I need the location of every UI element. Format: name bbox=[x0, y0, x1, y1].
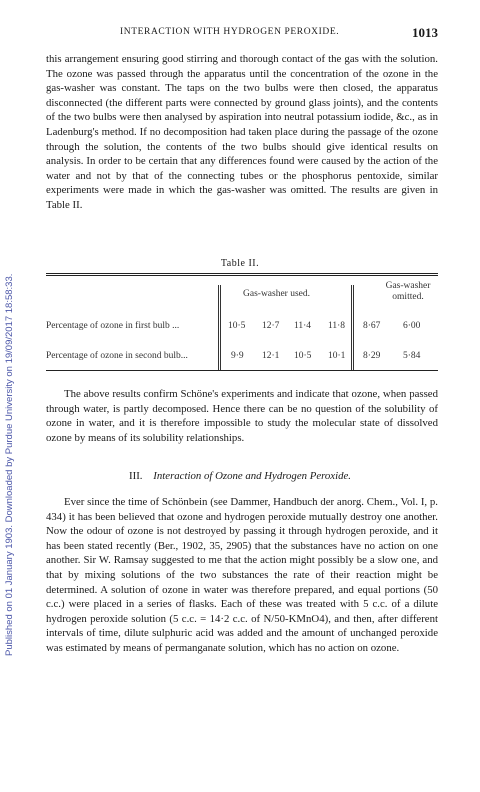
value-cell: 8·29 bbox=[363, 351, 381, 361]
table-divider bbox=[351, 285, 352, 370]
value-cell: 9·9 bbox=[231, 351, 244, 361]
group-header-used: Gas-washer used. bbox=[243, 289, 311, 299]
running-title: INTERACTION WITH HYDROGEN PEROXIDE. bbox=[120, 27, 340, 37]
section-heading bbox=[0, 470, 480, 482]
download-watermark bbox=[3, 96, 17, 656]
section-title: Interaction of Ozone and Hydrogen Peroxide. bbox=[153, 470, 351, 482]
value-cell: 10·1 bbox=[328, 351, 346, 361]
table-title: Table II. bbox=[220, 258, 260, 269]
value-cell: 5·84 bbox=[403, 351, 421, 361]
value-cell: 10·5 bbox=[228, 321, 246, 331]
value-cell: 10·5 bbox=[294, 351, 312, 361]
table-divider bbox=[353, 285, 354, 370]
paragraph-1: this arrangement ensuring good stirring and thorough contact of the gas with the solution. The ozone was passed through the apparatus until the concentration of the ozone in the gas-washer was constant. The taps on the two bulbs were then closed, the apparatus disconnected (the different parts were connected by ground glass joints), and the contents of the two bulbs were then analysed by aspiration into neutral potassium iodide, &c., as in Ladenburg's method. If no decomposition had taken place during the passage of the ozone through the solution, the contents of the two bulbs should give identical results on analysis. In order to be certain that any differences found were caused by the action of the water and not by that of the connecting tubes or the phosphorus pentoxide, similar experiments were made in which the gas-washer was omitted. The results are given in Table II. bbox=[46, 53, 438, 211]
paragraph-2: The above results confirm Schöne's experiments and indicate that ozone, when passed through water, is partly decomposed. Hence there can be no question of the solubility of ozone in water, and it is therefore impossible to study the molecular state of dissolved ozone by means of its solubility relationships. bbox=[46, 388, 438, 444]
table-top-rule bbox=[46, 273, 438, 274]
value-cell: 8·67 bbox=[363, 321, 381, 331]
value-cell: 11·4 bbox=[294, 321, 312, 331]
table-divider bbox=[218, 285, 219, 370]
table-top-rule-2 bbox=[46, 275, 438, 276]
paragraph-3: Ever since the time of Schönbein (see Dammer, Handbuch der anorg. Chem., Vol. I, p. 434) it has been believed that ozone and hydrogen peroxide mutually destroy one another. Now the odour of ozone is not destroyed by passing it through hydrogen peroxide, and it has been stated recently (Ber., 1902, 35, 2905) that the substances have no action on one another. Sir W. Ramsay suggested to me that the action might possibly be a slow one, and that by mixing solutions of the two substances the rate of their reaction might be determined. A solution of ozone in water was therefore prepared, and equal portions (50 c.c.) were placed in a series of flasks. Each of these was treated with 5 c.c. of a dilute hydrogen peroxide solution (5 c.c. = 14·2 c.c. of N/50-KMnO4), and then, after different intervals of time, dilute sulphuric acid was added and the amount of unchanged peroxide was estimated by means of permanganate solution, which has no action on ozone. bbox=[46, 496, 438, 654]
page-number: 1013 bbox=[412, 25, 438, 40]
table-bottom-rule bbox=[46, 370, 438, 371]
row-label-first-bulb: Percentage of ozone in first bulb ... bbox=[46, 321, 180, 331]
value-cell: 6·00 bbox=[403, 321, 421, 331]
table-divider bbox=[220, 285, 221, 370]
value-cell: 12·7 bbox=[262, 321, 280, 331]
download-note: Published on 01 January 1903. Downloaded by Purdue University on 19/09/2017 18:58:33. bbox=[4, 273, 15, 656]
group-header-omitted: Gas-washer omitted. bbox=[385, 281, 431, 302]
value-cell: 11·8 bbox=[328, 321, 346, 331]
table-ii bbox=[46, 273, 438, 373]
value-cell: 12·1 bbox=[262, 351, 280, 361]
section-number: III. bbox=[129, 470, 143, 482]
row-label-second-bulb: Percentage of ozone in second bulb... bbox=[46, 351, 188, 361]
